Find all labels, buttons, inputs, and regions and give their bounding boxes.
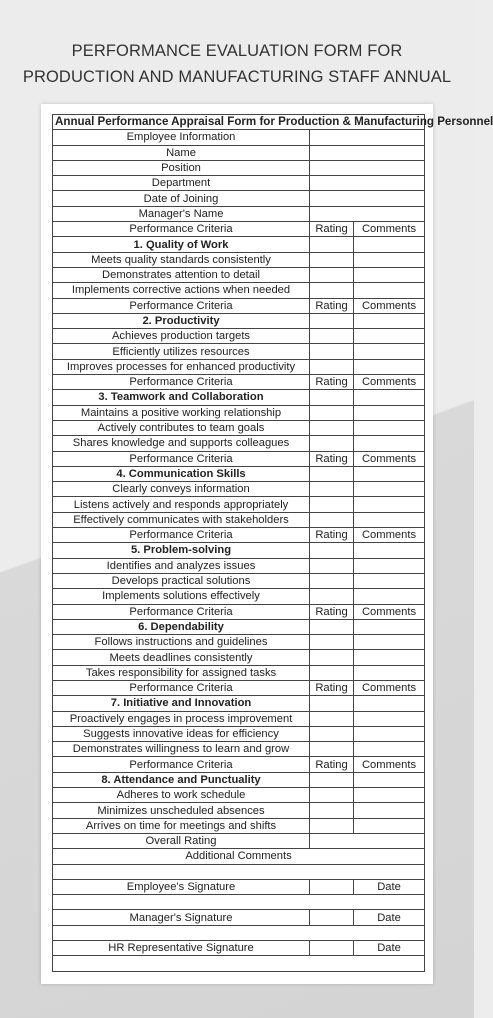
evaluation-form-table	[52, 114, 493, 972]
criteria-item-row	[53, 818, 425, 833]
rating-header-label: Rating	[310, 375, 354, 390]
section-title-row	[53, 466, 425, 481]
rating-cell[interactable]	[310, 405, 354, 420]
info-field-row	[53, 191, 425, 206]
overall-rating-value[interactable]	[310, 833, 425, 848]
rating-cell[interactable]	[310, 512, 354, 527]
criteria-item-row	[53, 742, 425, 757]
criteria-item-row	[53, 803, 425, 818]
rating-header-label: Rating	[310, 680, 354, 695]
criteria-header-row	[53, 298, 425, 313]
rating-cell[interactable]	[310, 436, 354, 451]
section-rating-blank	[310, 313, 354, 328]
comments-cell[interactable]	[354, 573, 425, 588]
signature-label: Employee's Signature	[53, 879, 310, 894]
info-field-label: Position	[53, 160, 310, 175]
criteria-item-label: Follows instructions and guidelines	[53, 635, 310, 650]
rating-cell[interactable]	[310, 665, 354, 680]
info-field-label: Date of Joining	[53, 191, 310, 206]
criteria-header-label: Performance Criteria	[53, 680, 310, 695]
rating-cell[interactable]	[310, 558, 354, 573]
additional-comments-row	[53, 849, 425, 864]
rating-header-label: Rating	[310, 451, 354, 466]
comments-header-label: Comments	[354, 298, 425, 313]
signature-date-label: Date	[354, 910, 425, 925]
section-title: 4. Communication Skills	[53, 466, 310, 481]
criteria-header-label: Performance Criteria	[53, 757, 310, 772]
comments-cell[interactable]	[354, 726, 425, 741]
info-field-label: Name	[53, 145, 310, 160]
section-comments-blank	[354, 237, 425, 252]
criteria-item-label: Suggests innovative ideas for efficiency	[53, 726, 310, 741]
criteria-item-row	[53, 665, 425, 680]
rating-header-label: Rating	[310, 222, 354, 237]
info-field-value[interactable]	[310, 176, 425, 191]
signature-blank-cell[interactable]	[53, 895, 425, 910]
section-title: 1. Quality of Work	[53, 237, 310, 252]
comments-cell[interactable]	[354, 329, 425, 344]
comments-cell[interactable]	[354, 267, 425, 282]
comments-header-label: Comments	[354, 528, 425, 543]
info-field-row	[53, 160, 425, 175]
info-field-value[interactable]	[310, 160, 425, 175]
rating-header-label: Rating	[310, 528, 354, 543]
section-title: 3. Teamwork and Collaboration	[53, 390, 310, 405]
section-rating-blank	[310, 696, 354, 711]
criteria-item-row	[53, 482, 425, 497]
rating-cell[interactable]	[310, 726, 354, 741]
criteria-header-label: Performance Criteria	[53, 528, 310, 543]
criteria-item-label: Identifies and analyzes issues	[53, 558, 310, 573]
comments-cell[interactable]	[354, 558, 425, 573]
section-comments-blank	[354, 696, 425, 711]
criteria-item-row	[53, 267, 425, 282]
comments-header-label: Comments	[354, 451, 425, 466]
employee-info-header: Employee Information	[53, 130, 310, 145]
criteria-item-row	[53, 788, 425, 803]
criteria-header-row	[53, 451, 425, 466]
comments-cell[interactable]	[354, 252, 425, 267]
rating-cell[interactable]	[310, 788, 354, 803]
overall-rating-row	[53, 833, 425, 848]
comments-cell[interactable]	[354, 803, 425, 818]
criteria-item-row	[53, 420, 425, 435]
criteria-item-label: Achieves production targets	[53, 329, 310, 344]
section-title: 8. Attendance and Punctuality	[53, 772, 310, 787]
signature-blank-row	[53, 925, 425, 940]
signature-blank-cell[interactable]	[53, 925, 425, 940]
rating-header-label: Rating	[310, 604, 354, 619]
comments-cell[interactable]	[354, 788, 425, 803]
signature-label: HR Representative Signature	[53, 941, 310, 956]
criteria-item-row	[53, 635, 425, 650]
rating-cell[interactable]	[310, 711, 354, 726]
comments-cell[interactable]	[354, 344, 425, 359]
overall-rating-label: Overall Rating	[53, 833, 310, 848]
rating-cell[interactable]	[310, 267, 354, 282]
rating-cell[interactable]	[310, 818, 354, 833]
section-rating-blank	[310, 237, 354, 252]
criteria-item-label: Meets deadlines consistently	[53, 650, 310, 665]
info-field-value[interactable]	[310, 191, 425, 206]
criteria-item-row	[53, 359, 425, 374]
additional-comments-input[interactable]	[53, 864, 425, 879]
section-comments-blank	[354, 390, 425, 405]
signature-field[interactable]	[310, 941, 354, 956]
employee-info-header-row	[53, 130, 425, 145]
comments-header-label: Comments	[354, 680, 425, 695]
section-comments-blank	[354, 619, 425, 634]
comments-cell[interactable]	[354, 742, 425, 757]
section-title: 5. Problem-solving	[53, 543, 310, 558]
criteria-header-row	[53, 680, 425, 695]
criteria-item-label: Implements corrective actions when needed	[53, 283, 310, 298]
comments-cell[interactable]	[354, 650, 425, 665]
criteria-header-label: Performance Criteria	[53, 451, 310, 466]
criteria-item-row	[53, 512, 425, 527]
rating-cell[interactable]	[310, 573, 354, 588]
comments-header-label: Comments	[354, 604, 425, 619]
rating-header-label: Rating	[310, 298, 354, 313]
section-comments-blank	[354, 466, 425, 481]
comments-cell[interactable]	[354, 665, 425, 680]
criteria-item-label: Clearly conveys information	[53, 482, 310, 497]
comments-cell[interactable]	[354, 589, 425, 604]
signature-field[interactable]	[310, 879, 354, 894]
comments-cell[interactable]	[354, 497, 425, 512]
comments-cell[interactable]	[354, 711, 425, 726]
criteria-item-row	[53, 589, 425, 604]
info-field-value[interactable]	[310, 145, 425, 160]
criteria-header-label: Performance Criteria	[53, 375, 310, 390]
section-title: 6. Dependability	[53, 619, 310, 634]
page-title-line-2: PRODUCTION AND MANUFACTURING STAFF ANNUAL	[22, 68, 452, 86]
section-title-row	[53, 619, 425, 634]
comments-cell[interactable]	[354, 283, 425, 298]
criteria-item-row	[53, 329, 425, 344]
rating-cell[interactable]	[310, 650, 354, 665]
section-rating-blank	[310, 543, 354, 558]
criteria-item-label: Develops practical solutions	[53, 573, 310, 588]
rating-cell[interactable]	[310, 482, 354, 497]
employee-info-header-blank	[310, 130, 425, 145]
criteria-item-label: Minimizes unscheduled absences	[53, 803, 310, 818]
rating-cell[interactable]	[310, 497, 354, 512]
comments-cell[interactable]	[354, 635, 425, 650]
signature-date-label: Date	[354, 879, 425, 894]
info-field-row	[53, 176, 425, 191]
signature-field[interactable]	[310, 910, 354, 925]
criteria-item-label: Takes responsibility for assigned tasks	[53, 665, 310, 680]
criteria-item-row	[53, 573, 425, 588]
comments-cell[interactable]	[354, 405, 425, 420]
form-title-row	[53, 115, 425, 130]
section-rating-blank	[310, 466, 354, 481]
criteria-item-row	[53, 436, 425, 451]
criteria-item-row	[53, 283, 425, 298]
section-title-row	[53, 543, 425, 558]
signature-blank-row	[53, 956, 425, 971]
section-rating-blank	[310, 772, 354, 787]
criteria-item-row	[53, 726, 425, 741]
additional-comments-label: Additional Comments	[53, 849, 425, 864]
page-title-line-1: PERFORMANCE EVALUATION FORM FOR	[71, 42, 403, 60]
signature-blank-row	[53, 895, 425, 910]
info-field-label: Department	[53, 176, 310, 191]
section-rating-blank	[310, 390, 354, 405]
signature-row	[53, 879, 425, 894]
section-comments-blank	[354, 313, 425, 328]
criteria-header-label: Performance Criteria	[53, 298, 310, 313]
criteria-header-row	[53, 528, 425, 543]
criteria-item-row	[53, 344, 425, 359]
criteria-item-label: Improves processes for enhanced productivity	[53, 359, 310, 374]
section-comments-blank	[354, 543, 425, 558]
section-comments-blank	[354, 772, 425, 787]
signature-row	[53, 941, 425, 956]
criteria-item-label: Adheres to work schedule	[53, 788, 310, 803]
criteria-item-label: Proactively engages in process improvement	[53, 711, 310, 726]
criteria-item-row	[53, 497, 425, 512]
comments-cell[interactable]	[354, 482, 425, 497]
criteria-item-row	[53, 558, 425, 573]
info-field-row	[53, 206, 425, 221]
section-title-row	[53, 772, 425, 787]
info-field-value[interactable]	[310, 206, 425, 221]
criteria-header-row	[53, 757, 425, 772]
section-title-row	[53, 696, 425, 711]
criteria-header-row	[53, 604, 425, 619]
criteria-item-label: Listens actively and responds appropriately	[53, 497, 310, 512]
rating-cell[interactable]	[310, 329, 354, 344]
criteria-item-label: Implements solutions effectively	[53, 589, 310, 604]
section-rating-blank	[310, 619, 354, 634]
section-title-row	[53, 313, 425, 328]
additional-comments-blank-row	[53, 864, 425, 879]
signature-label: Manager's Signature	[53, 910, 310, 925]
rating-cell[interactable]	[310, 420, 354, 435]
criteria-header-label: Performance Criteria	[53, 222, 310, 237]
comments-cell[interactable]	[354, 818, 425, 833]
criteria-item-label: Arrives on time for meetings and shifts	[53, 818, 310, 833]
rating-cell[interactable]	[310, 635, 354, 650]
criteria-item-label: Demonstrates attention to detail	[53, 267, 310, 282]
criteria-item-label: Demonstrates willingness to learn and grow	[53, 742, 310, 757]
rating-cell[interactable]	[310, 359, 354, 374]
comments-header-label: Comments	[354, 222, 425, 237]
section-title-row	[53, 237, 425, 252]
signature-blank-cell[interactable]	[53, 956, 425, 971]
criteria-item-row	[53, 252, 425, 267]
comments-cell[interactable]	[354, 359, 425, 374]
criteria-item-label: Actively contributes to team goals	[53, 420, 310, 435]
rating-cell[interactable]	[310, 803, 354, 818]
rating-cell[interactable]	[310, 344, 354, 359]
form-title: Annual Performance Appraisal Form for Production & Manufacturing Personnel	[53, 115, 425, 130]
criteria-item-row	[53, 711, 425, 726]
page-title	[0, 38, 474, 90]
rating-cell[interactable]	[310, 742, 354, 757]
info-field-label: Manager's Name	[53, 206, 310, 221]
criteria-item-label: Maintains a positive working relationship	[53, 405, 310, 420]
rating-cell[interactable]	[310, 252, 354, 267]
criteria-item-row	[53, 405, 425, 420]
criteria-item-label: Shares knowledge and supports colleagues	[53, 436, 310, 451]
comments-cell[interactable]	[354, 420, 425, 435]
criteria-item-label: Meets quality standards consistently	[53, 252, 310, 267]
rating-header-label: Rating	[310, 757, 354, 772]
comments-header-label: Comments	[354, 757, 425, 772]
criteria-item-label: Effectively communicates with stakeholders	[53, 512, 310, 527]
section-title-row	[53, 390, 425, 405]
signature-row	[53, 910, 425, 925]
signature-date-label: Date	[354, 941, 425, 956]
rating-cell[interactable]	[310, 589, 354, 604]
criteria-header-row	[53, 375, 425, 390]
section-title: 7. Initiative and Innovation	[53, 696, 310, 711]
section-title: 2. Productivity	[53, 313, 310, 328]
comments-cell[interactable]	[354, 512, 425, 527]
criteria-header-row	[53, 222, 425, 237]
criteria-item-label: Efficiently utilizes resources	[53, 344, 310, 359]
info-field-row	[53, 145, 425, 160]
rating-cell[interactable]	[310, 283, 354, 298]
criteria-item-row	[53, 650, 425, 665]
comments-header-label: Comments	[354, 375, 425, 390]
criteria-header-label: Performance Criteria	[53, 604, 310, 619]
comments-cell[interactable]	[354, 436, 425, 451]
